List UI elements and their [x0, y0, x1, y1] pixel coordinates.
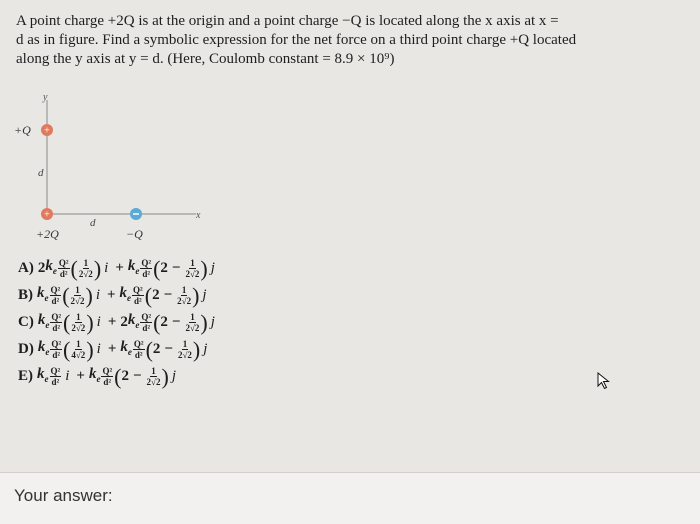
fraction: $\frac{\text{Q²}}{\text{d²}}$ [51, 312, 62, 333]
fraction: $\frac{\text{Q²}}{\text{d²}}$ [50, 285, 61, 306]
question-line-2: d as in figure. Find a symbolic expression for the net force on a third point charge +Q located [16, 32, 577, 48]
x-axis-label: x [196, 210, 201, 221]
fraction: $\frac{\text{Q²}}{\text{d²}}$ [133, 285, 143, 306]
fraction: $\frac{1}{2√2}$ [177, 339, 192, 360]
fraction: $\frac{\text{Q²}}{\text{d²}}$ [141, 258, 152, 279]
fraction: $\frac{\text{Q²}}{\text{d²}}$ [51, 339, 62, 360]
fraction: $\frac{1}{2√2}$ [70, 285, 85, 306]
charge-figure [0, 88, 240, 258]
answer-choices [18, 255, 218, 390]
distance-vertical-label: d [38, 167, 44, 179]
fraction: $\frac{\text{Q²}}{\text{d²}}$ [50, 366, 61, 387]
choice-c[interactable]: C) $k_e$ $\frac{\text{Q²}}{\text{d²}}$ ( $\frac{1}{2√2}$ ) i + 2 $k_e$ $\frac{\text{Q²}}{\text{d²}}$ ( 2 − $\frac{1}{2√2}$ ) j [18, 309, 215, 335]
question-line-1: A point charge +2Q is at the origin and a point charge −Q is located along the x axis at x = [16, 13, 559, 29]
fraction: $\frac{1}{2√2}$ [146, 366, 161, 387]
choice-d[interactable]: D) $k_e$ $\frac{\text{Q²}}{\text{d²}}$ ( $\frac{1}{4√2}$ ) i + $k_e$ $\frac{\text{Q²}}{\text{d²}}$ ( 2 − $\frac{1}{2√2}$ ) j [18, 336, 208, 362]
fraction: $\frac{1}{2√2}$ [185, 258, 200, 279]
right-charge-label: −Q [126, 227, 143, 241]
fraction: $\frac{1}{2√2}$ [185, 312, 200, 333]
fraction: $\frac{1}{2√2}$ [78, 258, 93, 279]
fraction: $\frac{\text{Q²}}{\text{d²}}$ [141, 312, 152, 333]
question-text [16, 12, 688, 69]
choice-a[interactable]: A) 2 $k_e$ $\frac{\text{Q²}}{\text{d²}}$ ( $\frac{1}{2√2}$ ) i + $k_e$ $\frac{\text{Q²}}{\text{d²}}$ ( 2 − $\frac{1}{2√2}$ ) j [18, 255, 215, 281]
top-charge-label: +Q [14, 123, 31, 137]
fraction: $\frac{\text{Q²}}{\text{d²}}$ [102, 366, 113, 387]
answer-label: Your answer: [14, 486, 113, 505]
distance-horizontal-label: d [90, 217, 96, 229]
choice-e[interactable]: E) $k_e$ $\frac{\text{Q²}}{\text{d²}}$ i + $k_e$ $\frac{\text{Q²}}{\text{d²}}$ ( 2 − $\frac{1}{2√2}$ ) j [18, 363, 176, 389]
fraction: $\frac{1}{4√2}$ [71, 339, 86, 360]
origin-charge-label: +2Q [36, 227, 59, 241]
answer-area[interactable] [0, 472, 700, 524]
fraction: $\frac{1}{2√2}$ [177, 285, 192, 306]
y-axis-label: y [43, 92, 48, 103]
choice-b[interactable]: B) $k_e$ $\frac{\text{Q²}}{\text{d²}}$ ( $\frac{1}{2√2}$ ) i + $k_e$ $\frac{\text{Q²}}{\text{d²}}$ ( 2 − $\frac{1}{2√2}$ ) j [18, 282, 207, 308]
question-line-3: along the y axis at y = d. (Here, Coulomb constant = 8.9 × 10⁹) [16, 51, 395, 67]
origin-charge-plus: + [44, 209, 50, 221]
fraction: $\frac{\text{Q²}}{\text{d²}}$ [58, 258, 69, 279]
mouse-cursor-icon [596, 372, 614, 390]
fraction: $\frac{1}{2√2}$ [71, 312, 86, 333]
top-charge-plus: + [44, 125, 50, 137]
fraction: $\frac{\text{Q²}}{\text{d²}}$ [133, 339, 144, 360]
